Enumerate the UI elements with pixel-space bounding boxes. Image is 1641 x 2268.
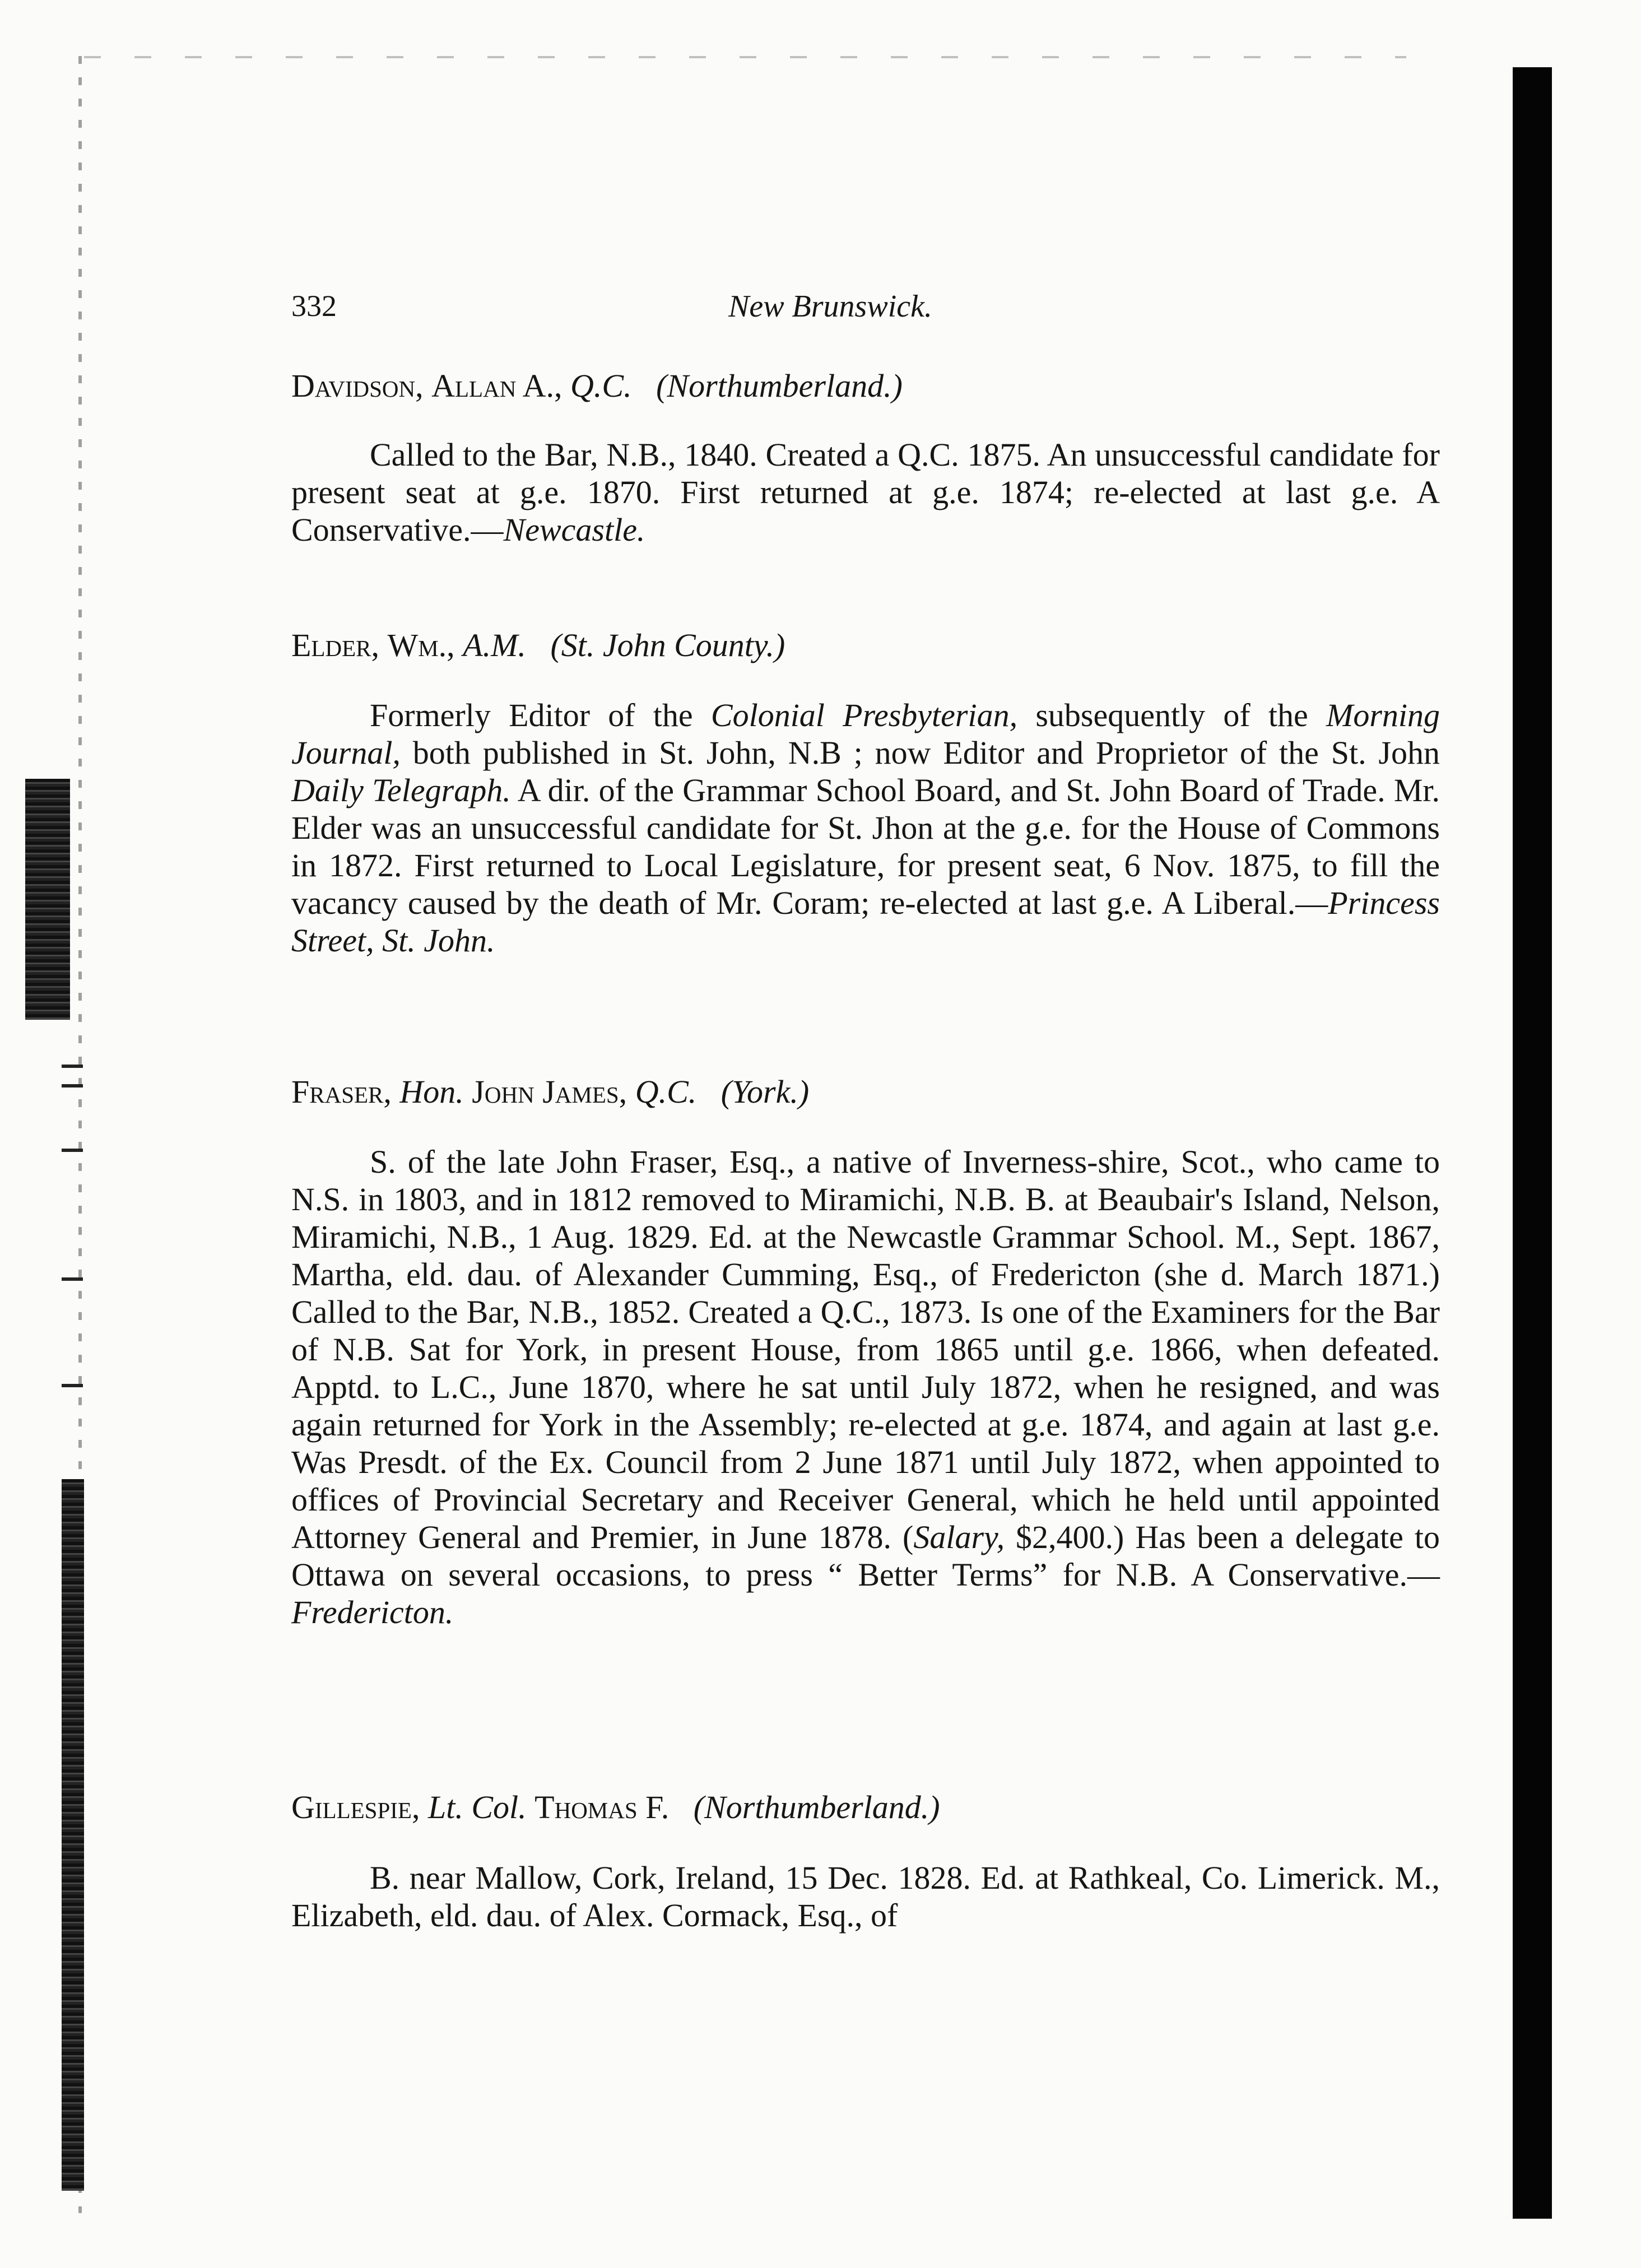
scan-artifact-tick [62,1277,83,1281]
entry-constituency: (York.) [720,1073,810,1110]
entry-heading-elder [291,626,785,664]
publication-title: Daily Telegraph. [291,772,511,808]
scan-artifact-tick [62,1084,83,1087]
entry-given-name: Thomas F. [534,1789,670,1825]
entry-address: Princess Street, St. John. [291,885,1440,959]
entry-text: S. of the late John Fraser, Esq., a native of Inverness-shire, Scot., who came to N.S. in 1803, and in 1812 removed to Miramichi, N.B. B. at Beaubair's Island, Nelson, Miramichi, N.B., 1 Aug. 1829. Ed. at the Newcastle Grammar School. M., Sept. 1867, Martha, eld. dau. of Alexander Cumming, Esq., of Fredericton (she d. March 1871.) Called to the Bar, N.B., 1852. Created a Q.C., 1873. Is one of the Examiners for the Bar of N.B. Sat for York, in present House, from 1865 until g.e. 1866, when defeated. Apptd. to L.C., June 1870, where he sat until July 1872, when he resigned, and was again returned for York in the Assembly; re-elected at g.e. 1874, and again at last g.e. Was Presdt. of the Ex. Council from 2 June 1871 until July 1872, when appointed to offices of Provincial Secretary and Receiver General, which he held until appointed Attorney General and Premier, in June 1878. ( [291,1144,1440,1555]
entry-text: B. near Mallow, Cork, Ireland, 15 Dec. 1828. Ed. at Rathkeal, Co. Limerick. M., Elizabeth, eld. dau. of Alex. Cormack, Esq., of [291,1860,1440,1934]
entry-address: Newcastle. [503,512,645,548]
publication-title: Morning Journal, [291,697,1440,771]
binding-shadow-bar [1513,67,1552,2219]
scan-artifact-strip [62,1479,84,2191]
entry-title-suffix: Q.C. [635,1073,697,1110]
entry-surname: Gillespie, [291,1789,420,1825]
entry-text: Called to the Bar, N.B., 1840. Created a Q.C. 1875. An unsuccessful candidate for present seat at g.e. 1870. First returned at g.e. 1874; re-elected at last g.e. A Conservative.— [291,436,1440,548]
entry-body-gillespie [291,1859,1440,1934]
entry-constituency: (St. John County.) [550,627,785,663]
entry-body-davidson [291,436,1440,549]
entry-address: Fredericton. [291,1594,454,1630]
salary-label: Salary, [913,1519,1005,1555]
entry-given-name: Wm., [387,627,455,663]
scan-artifact-tick [62,1065,83,1068]
entry-honorific: Lt. Col. [427,1789,527,1825]
entry-title-suffix: Q.C. [570,368,632,404]
entry-surname: Fraser, [291,1073,392,1110]
entry-given-name: Allan A., [431,368,563,404]
entry-given-name: John James, [472,1073,627,1110]
entry-text: both published in St. John, N.B ; now Editor and Proprietor of the St. John [400,735,1440,771]
scan-artifact-tick [62,1149,83,1152]
entry-heading-fraser [291,1073,809,1110]
entry-honorific: Hon. [399,1073,464,1110]
entry-constituency: (Northumberland.) [693,1789,940,1825]
entry-text: Formerly Editor of the [370,697,711,733]
entry-text: A dir. of the Grammar School Board, and St. John Board of Trade. Mr. Elder was an unsuccessful candidate for St. Jhon at the g.e. for the House of Commons in 1872. First returned to Local Legislature, for present seat, 6 Nov. 1875, to fill the vacancy caused by the death of Mr. Coram; re-elected at last g.e. A Liberal.— [291,772,1440,921]
publication-title: Colonial Presbyterian, [710,697,1018,733]
running-title: New Brunswick. [728,289,932,324]
page-number: 332 [291,289,337,323]
entry-surname: Davidson, [291,368,424,404]
entry-body-elder [291,696,1440,959]
entry-constituency: (Northumberland.) [656,368,903,404]
running-header [291,289,1445,333]
entry-heading-gillespie [291,1788,940,1826]
scan-artifact-tick [62,1384,83,1387]
entry-heading-davidson [291,367,903,405]
entry-title-suffix: A.M. [463,627,526,663]
entry-body-fraser [291,1143,1440,1631]
page-top-edge [84,56,1406,58]
scan-artifact-block [25,779,70,1020]
entry-text: $2,400.) Has been a delegate to Ottawa on several occasions, to press “ Better Terms” for N.B. A Conservative.— [291,1519,1440,1593]
entry-surname: Elder, [291,627,379,663]
entry-text: subsequently of the [1017,697,1326,733]
